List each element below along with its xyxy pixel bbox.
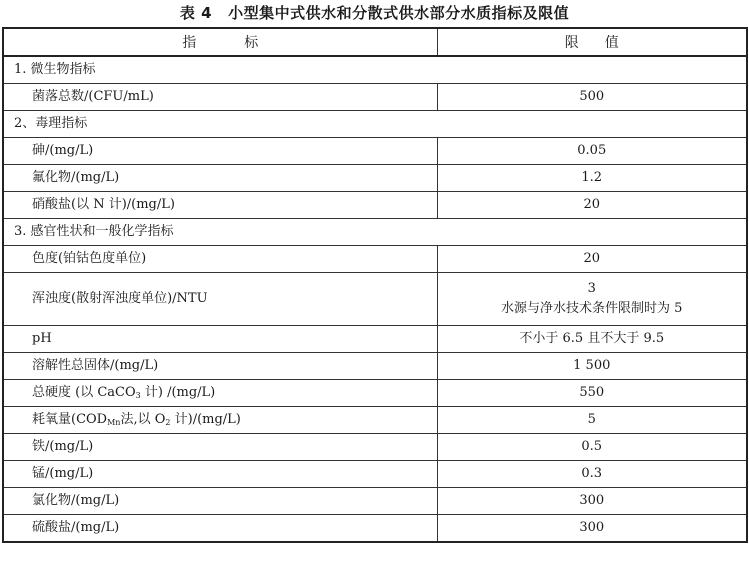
indicator-cell: pH bbox=[3, 326, 437, 353]
indicator-cell: 锰/(mg/L) bbox=[3, 461, 437, 488]
table-row bbox=[3, 165, 747, 192]
indicator-text: 计)/(mg/L) bbox=[170, 412, 241, 427]
indicator-cell: 色度(铂钴色度单位) bbox=[3, 246, 437, 273]
table-caption bbox=[0, 2, 749, 24]
indicator-cell bbox=[3, 380, 437, 407]
indicator-cell: 浑浊度(散射浑浊度单位)/NTU bbox=[3, 273, 437, 326]
indicator-text: 法,以 O bbox=[120, 412, 166, 427]
header-indicator: 指标 bbox=[3, 28, 437, 56]
subscript-text: 2 bbox=[165, 418, 171, 427]
indicator-text: 耗氧量(COD bbox=[32, 412, 108, 427]
limit-cell: 1.2 bbox=[437, 165, 747, 192]
section-label: 3. 感官性状和一般化学指标 bbox=[3, 219, 747, 246]
indicator-text: 总硬度 (以 CaCO bbox=[32, 385, 136, 400]
limit-cell: 0.5 bbox=[437, 434, 747, 461]
table-row bbox=[3, 192, 747, 219]
water-quality-table bbox=[2, 27, 748, 543]
table-row bbox=[3, 461, 747, 488]
limit-cell: 500 bbox=[437, 84, 747, 111]
table-number: 表 4 bbox=[179, 4, 213, 22]
subscript-text: 3 bbox=[135, 391, 141, 400]
table-row bbox=[3, 434, 747, 461]
indicator-cell: 氯化物/(mg/L) bbox=[3, 488, 437, 515]
indicator-cell: 砷/(mg/L) bbox=[3, 138, 437, 165]
limit-cell: 20 bbox=[437, 192, 747, 219]
section-row bbox=[3, 111, 747, 138]
limit-cell: 1 500 bbox=[437, 353, 747, 380]
indicator-cell: 硝酸盐(以 N 计)/(mg/L) bbox=[3, 192, 437, 219]
subscript-text: Mn bbox=[107, 418, 121, 427]
indicator-cell: 硫酸盐/(mg/L) bbox=[3, 515, 437, 543]
limit-cell: 5 bbox=[437, 407, 747, 434]
table-row bbox=[3, 326, 747, 353]
limit-cell bbox=[437, 273, 747, 326]
table-row bbox=[3, 84, 747, 111]
limit-cell: 不小于 6.5 且不大于 9.5 bbox=[437, 326, 747, 353]
table-row bbox=[3, 353, 747, 380]
limit-cell: 300 bbox=[437, 515, 747, 543]
indicator-cell: 氟化物/(mg/L) bbox=[3, 165, 437, 192]
indicator-cell: 菌落总数/(CFU/mL) bbox=[3, 84, 437, 111]
header-limit: 限值 bbox=[437, 28, 747, 56]
section-row bbox=[3, 56, 747, 84]
limit-value: 3 bbox=[587, 281, 596, 296]
section-label: 1. 微生物指标 bbox=[3, 56, 747, 84]
table-row bbox=[3, 488, 747, 515]
table-header-row bbox=[3, 28, 747, 56]
limit-cell: 20 bbox=[437, 246, 747, 273]
indicator-cell: 溶解性总固体/(mg/L) bbox=[3, 353, 437, 380]
limit-cell: 300 bbox=[437, 488, 747, 515]
table-title: 小型集中式供水和分散式供水部分水质指标及限值 bbox=[228, 4, 570, 22]
table-row bbox=[3, 515, 747, 543]
indicator-text: 计) /(mg/L) bbox=[140, 385, 216, 400]
table-row bbox=[3, 273, 747, 326]
table-row bbox=[3, 380, 747, 407]
indicator-cell bbox=[3, 407, 437, 434]
indicator-cell: 铁/(mg/L) bbox=[3, 434, 437, 461]
table-row bbox=[3, 246, 747, 273]
limit-note: 水源与净水技术条件限制时为 5 bbox=[501, 301, 683, 316]
limit-cell: 0.3 bbox=[437, 461, 747, 488]
section-row bbox=[3, 219, 747, 246]
limit-cell: 550 bbox=[437, 380, 747, 407]
limit-cell: 0.05 bbox=[437, 138, 747, 165]
table-row bbox=[3, 138, 747, 165]
section-label: 2、毒理指标 bbox=[3, 111, 747, 138]
table-row bbox=[3, 407, 747, 434]
